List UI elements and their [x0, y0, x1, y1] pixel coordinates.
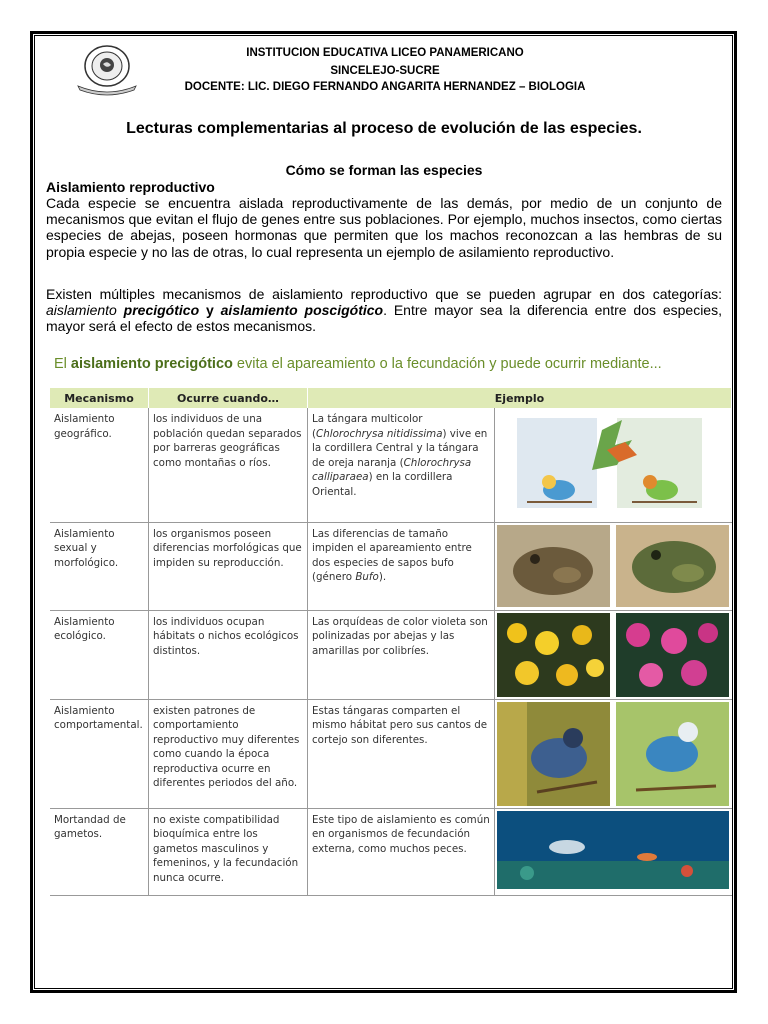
example-cell: Las orquídeas de color violeta son polinizadas por abejas y las amarillas por colibríes.	[308, 610, 495, 699]
when-cell: los individuos ocupan hábitats o nichos ecológicos distintos.	[149, 610, 308, 699]
institution-name: INSTITUCION EDUCATIVA LICEO PANAMERICANO	[246, 47, 524, 59]
isolation-mechanisms-table	[50, 388, 732, 896]
when-cell: existen patrones de comportamiento reproductivo muy diferentes como cuando la época reproductiva ocurre en diferentes periodos del año.	[149, 699, 308, 808]
table-row	[50, 699, 732, 808]
precigotic-teaser: El aislamiento precigótico evita el apareamiento o la fecundación y puede ocurrir mediante...	[54, 356, 662, 372]
page-title: Lecturas complementarias al proceso de evolución de las especies.	[126, 120, 642, 137]
example-image-cell	[495, 610, 732, 699]
term-poscigotico: aislamiento poscigótico	[220, 302, 384, 319]
mechanism-cell: Aislamiento geográfico.	[50, 408, 149, 522]
paragraph-2-text: Existen múltiples mecanismos de aislamiento reproductivo que se pueden agrupar en dos categorías:	[46, 286, 722, 302]
example-image-cell	[495, 808, 732, 896]
example-image-cell	[495, 408, 732, 522]
term-aislamiento: aislamiento	[46, 302, 124, 319]
paragraph-1: Cada especie se encuentra aislada reproductivamente de las demás, por medio de un conjunto de mecanismos que evitan el flujo de genes entre sus poblaciones. Por ejemplo, muchos insectos, como ciertas especies de abejas, poseen hormonas que permiten que los machos reconozcan a las hembras de su propia especie y no las de otras, lo cual representa un ejemplo de asilamiento reproductivo.	[46, 195, 722, 260]
paragraph-2	[46, 286, 722, 335]
tanager-image-2	[616, 702, 729, 806]
section-heading: Aislamiento reproductivo	[46, 179, 215, 195]
paragraph-2-end: . Entre mayor sea la diferencia entre dos especies, mayor será el efecto de estos mecanismos.	[46, 302, 722, 335]
example-cell: Estas tángaras comparten el mismo hábitat pero sus cantos de cortejo son diferentes.	[308, 699, 495, 808]
mechanism-cell: Aislamiento comportamental.	[50, 699, 149, 808]
example-cell: Este tipo de aislamiento es común en organismos de fecundación externa, como muchos peces.	[308, 808, 495, 896]
col-header-mechanism: Mecanismo	[50, 388, 149, 408]
table-row	[50, 610, 732, 699]
when-cell: no existe compatibilidad bioquímica entre los gametos masculinos y femeninos, y la fecundación nunca ocurre.	[149, 808, 308, 896]
example-cell: Las diferencias de tamaño impiden el apareamiento entre dos especies de sapos bufo (género Bufo).	[308, 522, 495, 610]
violet-orchid-image	[616, 613, 729, 697]
col-header-occurs-when: Ocurre cuando…	[149, 388, 308, 408]
toad-image-1	[497, 525, 610, 607]
tanager-map-image	[497, 410, 727, 514]
yellow-orchid-image	[497, 613, 610, 697]
toad-image-2	[616, 525, 729, 607]
school-seal-logo	[72, 40, 142, 96]
city-name: SINCELEJO-SUCRE	[330, 65, 440, 77]
when-cell: los organismos poseen diferencias morfológicas que impiden su reproducción.	[149, 522, 308, 610]
mechanism-cell: Aislamiento ecológico.	[50, 610, 149, 699]
example-image-cell	[495, 699, 732, 808]
teaser-term: aislamiento precigótico	[70, 356, 233, 372]
example-cell: La tángara multicolor (Chlorochrysa nitidissima) vive en la cordillera Central y la tángara de oreja naranja (Chlorochrysa calliparaea) en la cordillera Oriental.	[308, 408, 495, 522]
example-image-cell	[495, 522, 732, 610]
reef-fish-image	[497, 811, 729, 889]
mechanism-cell: Aislamiento sexual y morfológico.	[50, 522, 149, 610]
table-row	[50, 808, 732, 896]
teacher-line: DOCENTE: LIC. DIEGO FERNANDO ANGARITA HERNANDEZ – BIOLOGIA	[184, 81, 586, 93]
col-header-example: Ejemplo	[308, 388, 732, 408]
table-header-row	[50, 388, 732, 408]
conjunction: y	[199, 302, 221, 319]
table-row	[50, 522, 732, 610]
when-cell: los individuos de una población quedan separados por barreras geográficas como montañas o ríos.	[149, 408, 308, 522]
mechanism-cell: Mortandad de gametos.	[50, 808, 149, 896]
section-subtitle: Cómo se forman las especies	[285, 162, 483, 178]
term-precigotico: precigótico	[123, 302, 200, 319]
tanager-image-1	[497, 702, 610, 806]
table-row	[50, 408, 732, 522]
